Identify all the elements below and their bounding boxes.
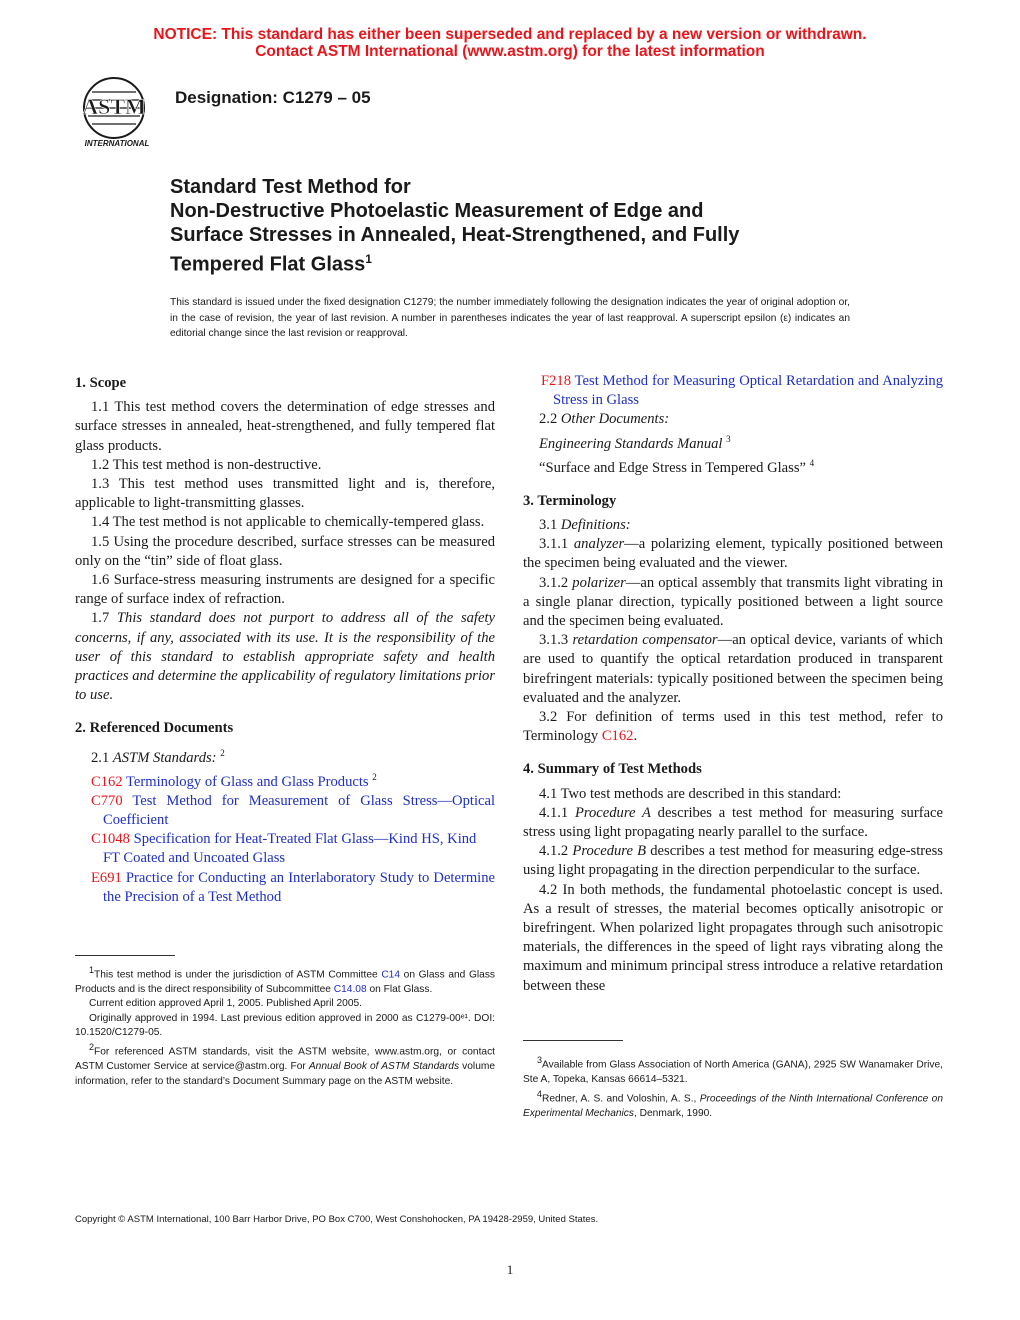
- copyright-line: Copyright © ASTM International, 100 Barr Harbor Drive, PO Box C700, West Conshohocken, PA 19428-2959, United States.: [75, 1214, 599, 1225]
- left-column: [75, 372, 495, 907]
- summary-4-2: 4.2 In both methods, the fundamental photoelastic concept is used. As a result of stresses, the material becomes optically anisotropic or birefringent. When polarized light propagates through such anisotropic materials, the differences in the speed of light rays vibrating along the maximum and minimum principal stress introduce a relative retardation between these: [523, 881, 943, 994]
- withdrawal-notice: [0, 26, 1020, 60]
- svg-text:ASTM: ASTM: [82, 94, 146, 119]
- def-analyzer: 3.1.1 analyzer—a polarizing element, typically positioned between the specimen being evaluated and the viewer.: [523, 536, 943, 572]
- def-polarizer: 3.1.2 polarizer—an optical assembly that transmits light vibrating in a single planar direction, typically positioned between a light source and the specimen being evaluated.: [523, 574, 943, 629]
- scope-1-6: 1.6 Surface-stress measuring instruments are designed for a specific range of surface index of refraction.: [75, 572, 495, 608]
- notice-line-2: Contact ASTM International (www.astm.org) for the latest information: [255, 43, 765, 60]
- summary-4-1: 4.1 Two test methods are described in this standard:: [539, 785, 842, 802]
- footnote-rule-right: [523, 1040, 623, 1041]
- footnotes-right: [523, 1053, 943, 1121]
- footnote-1-approved: Current edition approved April 1, 2005. Published April 2005.: [89, 998, 362, 1010]
- footnote-3: $^3$Available from Glass Association of North America (GANA), 2925 SW Wanamaker Drive, Ste A, Topeka, Kansas 66614–5321.: [523, 1055, 943, 1085]
- title-footnote-mark: 1: [365, 252, 372, 266]
- tempered-glass-article: “Surface and Edge Stress in Tempered Glass” $^4$: [539, 457, 815, 476]
- summary-heading: 4. Summary of Test Methods: [523, 761, 702, 778]
- footnote-2: $^2$For referenced ASTM standards, visit the ASTM website, www.astm.org, or contact ASTM Customer Service at service@astm.org. For Annual Book of ASTM Standards volume information, refer to the standard’s Document Summary page on the ASTM website.: [75, 1042, 496, 1087]
- link-c162[interactable]: C162: [601, 728, 634, 745]
- scope-1-3: 1.3 This test method uses transmitted light and is, therefore, applicable to light-transmitting glasses.: [75, 476, 495, 512]
- footnote-rule-left: [75, 955, 175, 956]
- scope-1-1: 1.1 This test method covers the determination of edge stresses and surface stresses in annealed, heat-strengthened, and fully tempered flat glass products.: [75, 399, 495, 454]
- ref-c162[interactable]: C162 Terminology of Glass and Glass Products $^2$: [91, 771, 377, 790]
- terminology-3-2: 3.2 For definition of terms used in this test method, refer to Terminology C162.: [523, 708, 943, 745]
- footnote-1: $^1$This test method is under the jurisdiction of ASTM Committee C14 on Glass and Glass Products and is the direct responsibility of Subcommittee C14.08 on Flat Glass.: [75, 965, 496, 995]
- def-retardation-compensator: 3.1.3 retardation compensator—an optical device, variants of which are used to quantify the optical retardation produced in transparent birefringent materials: typically positioned between the specimen being evaluated and the analyzer.: [523, 632, 943, 706]
- link-c14[interactable]: C14: [381, 969, 401, 981]
- link-c14-08[interactable]: C14.08: [333, 983, 367, 995]
- summary-4-1-2: 4.1.2 Procedure B describes a test method for measuring edge-stress using light propagating in the direction perpendicular to the surface.: [523, 843, 943, 879]
- issuance-statement: This standard is issued under the fixed designation C1279; the number immediately following the designation indicates the year of original adoption or, in the case of revision, the year of last revision. A number in parentheses indicates the year of last reapproval. A superscript epsilon (ε) indicates an editorial change since the last revision or reapproval.: [170, 297, 850, 339]
- scope-1-7: 1.7 This standard does not purport to address all of the safety concerns, if any, associated with its use. It is the responsibility of the user of this standard to establish appropriate safety and health practices and determine the applicability of regulatory limitations prior to use.: [75, 610, 495, 704]
- right-column: [523, 372, 943, 996]
- terminology-heading: 3. Terminology: [523, 492, 617, 509]
- footnote-4: $^4$Redner, A. S. and Voloshin, A. S., Proceedings of the Ninth International Conference on Experimental Mechanics, Denmark, 1990.: [523, 1089, 943, 1119]
- summary-4-1-1: 4.1.1 Procedure A describes a test method for measuring surface stress using light propagating nearly parallel to the surface.: [523, 804, 943, 840]
- svg-text:INTERNATIONAL: INTERNATIONAL: [84, 139, 150, 148]
- title-line-1: Standard Test Method for: [170, 176, 411, 198]
- footnote-1-originally: Originally approved in 1994. Last previous edition approved in 2000 as C1279-00ᵉ¹. DOI: 10.1520/C1279-05.: [75, 1012, 495, 1039]
- other-documents-label: 2.2 Other Documents:: [539, 411, 670, 428]
- scope-1-2: 1.2 This test method is non-destructive.: [91, 456, 322, 473]
- engineering-standards-manual: Engineering Standards Manual $^3$: [539, 433, 731, 452]
- scope-1-5: 1.5 Using the procedure described, surface stresses can be measured only on the “tin” side of float glass.: [75, 533, 495, 569]
- scope-1-4: 1.4 The test method is not applicable to chemically-tempered glass.: [91, 514, 485, 531]
- footnotes-left: [75, 963, 495, 1089]
- refdocs-heading: 2. Referenced Documents: [75, 720, 234, 737]
- ref-c1048[interactable]: C1048 Specification for Heat-Treated Flat Glass—Kind HS, Kind FT Coated and Uncoated Glass: [91, 831, 477, 867]
- designation: Designation: C1279 – 05: [175, 88, 371, 107]
- ref-f218[interactable]: F218 Test Method for Measuring Optical Retardation and Analyzing Stress in Glass: [541, 373, 943, 409]
- ref-c770[interactable]: C770 Test Method for Measurement of Glass Stress—Optical Coefficient: [91, 792, 496, 828]
- title-line-3: Surface Stresses in Annealed, Heat-Strengthened, and Fully: [170, 224, 740, 246]
- scope-heading: 1. Scope: [75, 375, 127, 391]
- title-line-4: Tempered Flat Glass: [170, 253, 366, 276]
- definitions-label: 3.1 Definitions:: [539, 516, 631, 533]
- notice-line-1: NOTICE: This standard has either been superseded and replaced by a new version or withdrawn.: [153, 26, 867, 43]
- astm-logo-icon: [74, 72, 160, 148]
- astm-standards-label: 2.1 ASTM Standards: $^2$: [91, 747, 225, 766]
- ref-e691[interactable]: E691 Practice for Conducting an Interlaboratory Study to Determine the Precision of a Test Method: [91, 869, 496, 905]
- page-number: 1: [506, 1262, 514, 1277]
- document-title: [170, 175, 890, 277]
- title-line-2: Non-Destructive Photoelastic Measurement of Edge and: [170, 200, 704, 222]
